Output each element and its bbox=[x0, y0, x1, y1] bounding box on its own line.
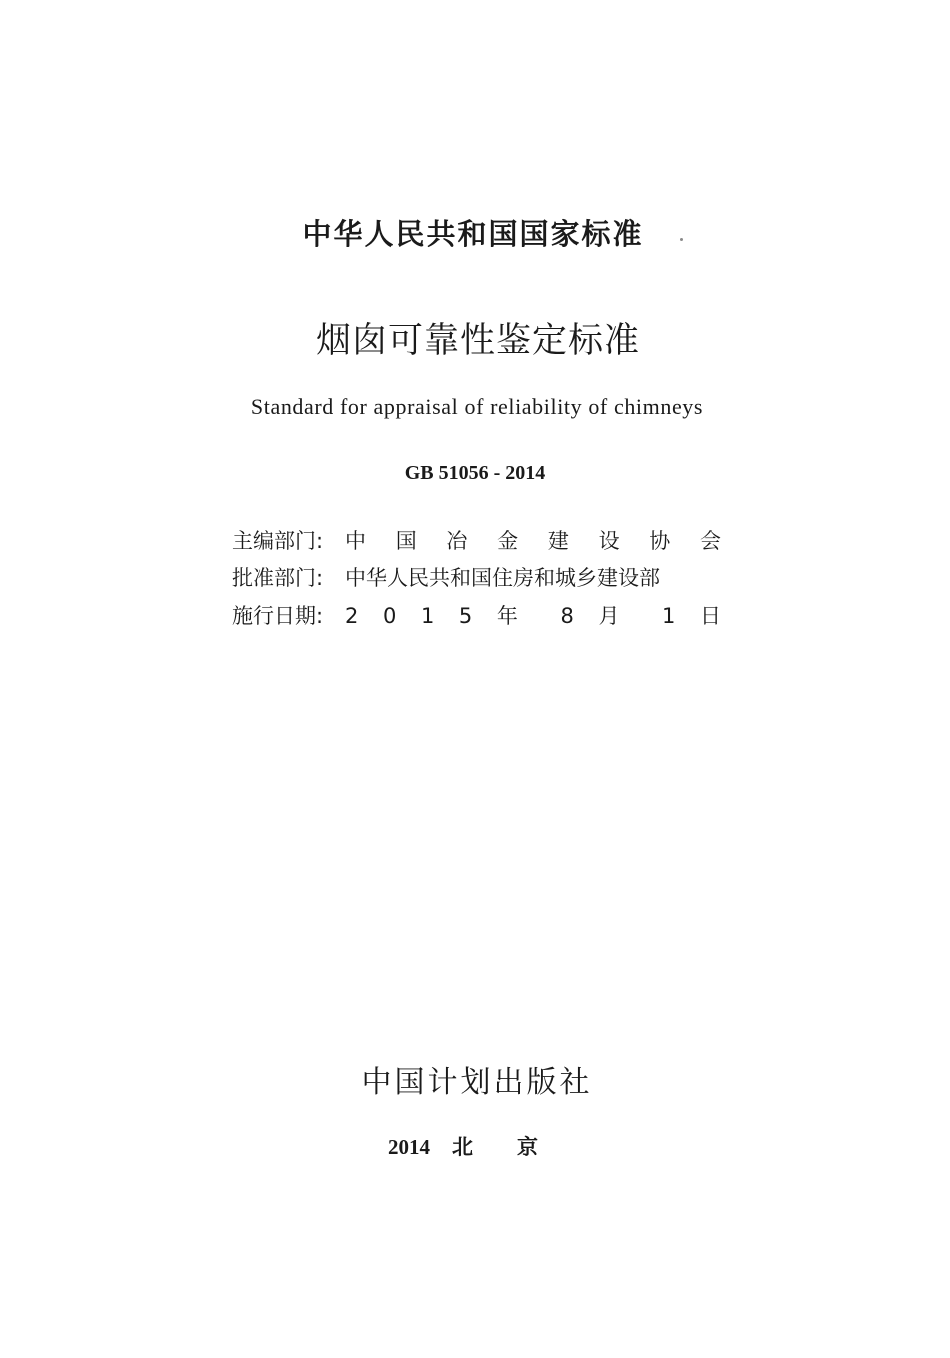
approver-value: 中华人民共和国住房和城乡建设部 bbox=[345, 566, 660, 590]
editor-label: 主编部门: bbox=[232, 529, 324, 553]
publisher-name: 中国计划出版社 bbox=[361, 1065, 593, 1100]
imprint-year: 2014 bbox=[388, 1135, 430, 1159]
effective-date-label: 施行日期: bbox=[232, 604, 324, 628]
editor-value: 中 国 冶 金 建 设 协 会 bbox=[345, 529, 721, 553]
standard-series-heading: 中华人民共和国国家标准 bbox=[302, 217, 644, 251]
approver-label: 批准部门: bbox=[232, 566, 324, 590]
standard-code: GB 51056 - 2014 bbox=[404, 462, 546, 484]
editor-row bbox=[232, 525, 732, 555]
approver-row bbox=[232, 562, 732, 592]
imprint-city: 北京 bbox=[452, 1135, 582, 1159]
title-chinese: 烟囱可靠性鉴定标准 bbox=[315, 321, 640, 361]
effective-date-value: 2 0 1 5 年 8 月 1 日 bbox=[345, 604, 721, 628]
scan-speck bbox=[680, 238, 683, 241]
title-english: Standard for appraisal of reliability of chimneys bbox=[250, 394, 704, 419]
effective-date-row bbox=[232, 600, 732, 630]
imprint-line bbox=[388, 1131, 582, 1161]
